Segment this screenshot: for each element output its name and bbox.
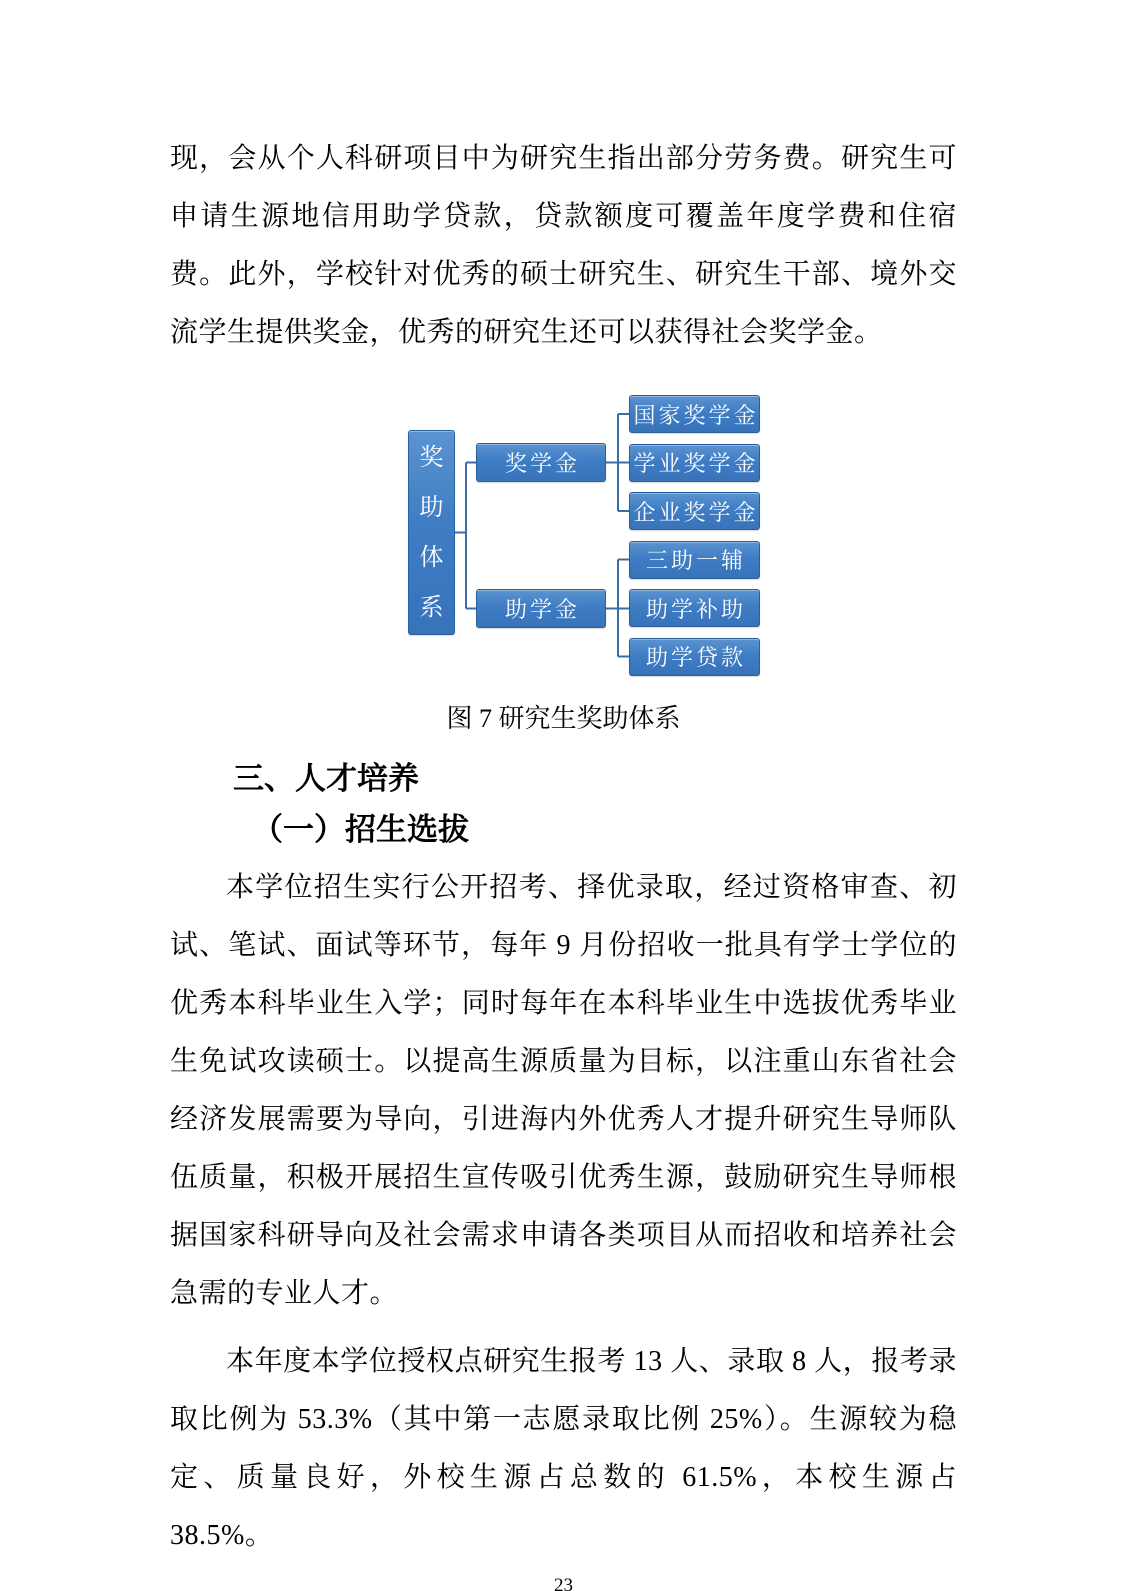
node-enterprise-scholarship [629,492,760,530]
figure-caption: 图 7 研究生奖助体系 [446,704,681,733]
node-scholarship-label: 奖学金 [504,451,580,476]
node-national-scholarship-label: 国家奖学金 [633,402,759,428]
node-national-scholarship [629,395,760,433]
page-number: 23 [554,1575,573,1591]
node-three-assist-label: 三助一辅 [645,548,746,573]
paragraph-continuation: 现，会从个人科研项目中为研究生指出部分劳务费。研究生可申请生源地信用助学贷款，贷款额度可覆盖年度学费和住宿费。此外，学校针对优秀的硕士研究生、研究生干部、境外交流学生提供奖金，优秀的研究生还可以获得社会奖学金。 [170,143,957,348]
node-grant-subsidy [629,589,760,627]
node-grant [476,589,606,628]
node-root [408,430,455,635]
subsection-heading: （一）招生选拔 [252,812,469,847]
node-academic-scholarship [629,444,760,482]
section-heading: 三、人才培养 [233,761,419,796]
node-grant-label: 助学金 [504,597,580,622]
award-system-diagram [403,390,765,685]
node-scholarship [476,443,606,482]
node-three-assist [629,541,760,579]
node-enterprise-scholarship-label: 企业奖学金 [633,499,759,525]
node-root-label: 奖助体系 [419,444,444,621]
paragraph-admissions: 本学位招生实行公开招考、择优录取，经过资格审查、初试、笔试、面试等环节，每年 9 月份招收一批具有学士学位的优秀本科毕业生入学；同时每年在本科毕业生中选拔优秀毕业生免试攻读硕士。以提高生源质量为目标，以注重山东省社会经济发展需要为导向，引进海内外优秀人才提升研究生导师队伍质量，积极开展招生宣传吸引优秀生源，鼓励研究生导师根据国家科研导向及社会需求申请各类项目从而招收和培养社会急需的专业人才。 [170,872,957,1309]
node-student-loan-label: 助学贷款 [645,645,746,670]
node-academic-scholarship-label: 学业奖学金 [633,451,759,476]
node-grant-subsidy-label: 助学补助 [645,596,746,622]
node-student-loan [629,638,760,676]
paragraph-statistics: 本年度本学位授权点研究生报考 13 人、录取 8 人，报考录取比例为 53.3%（其中第一志愿录取比例 25%）。生源较为稳定、质量良好，外校生源占总数的 61.5%，本校生源占 38.5%。 [170,1346,957,1551]
